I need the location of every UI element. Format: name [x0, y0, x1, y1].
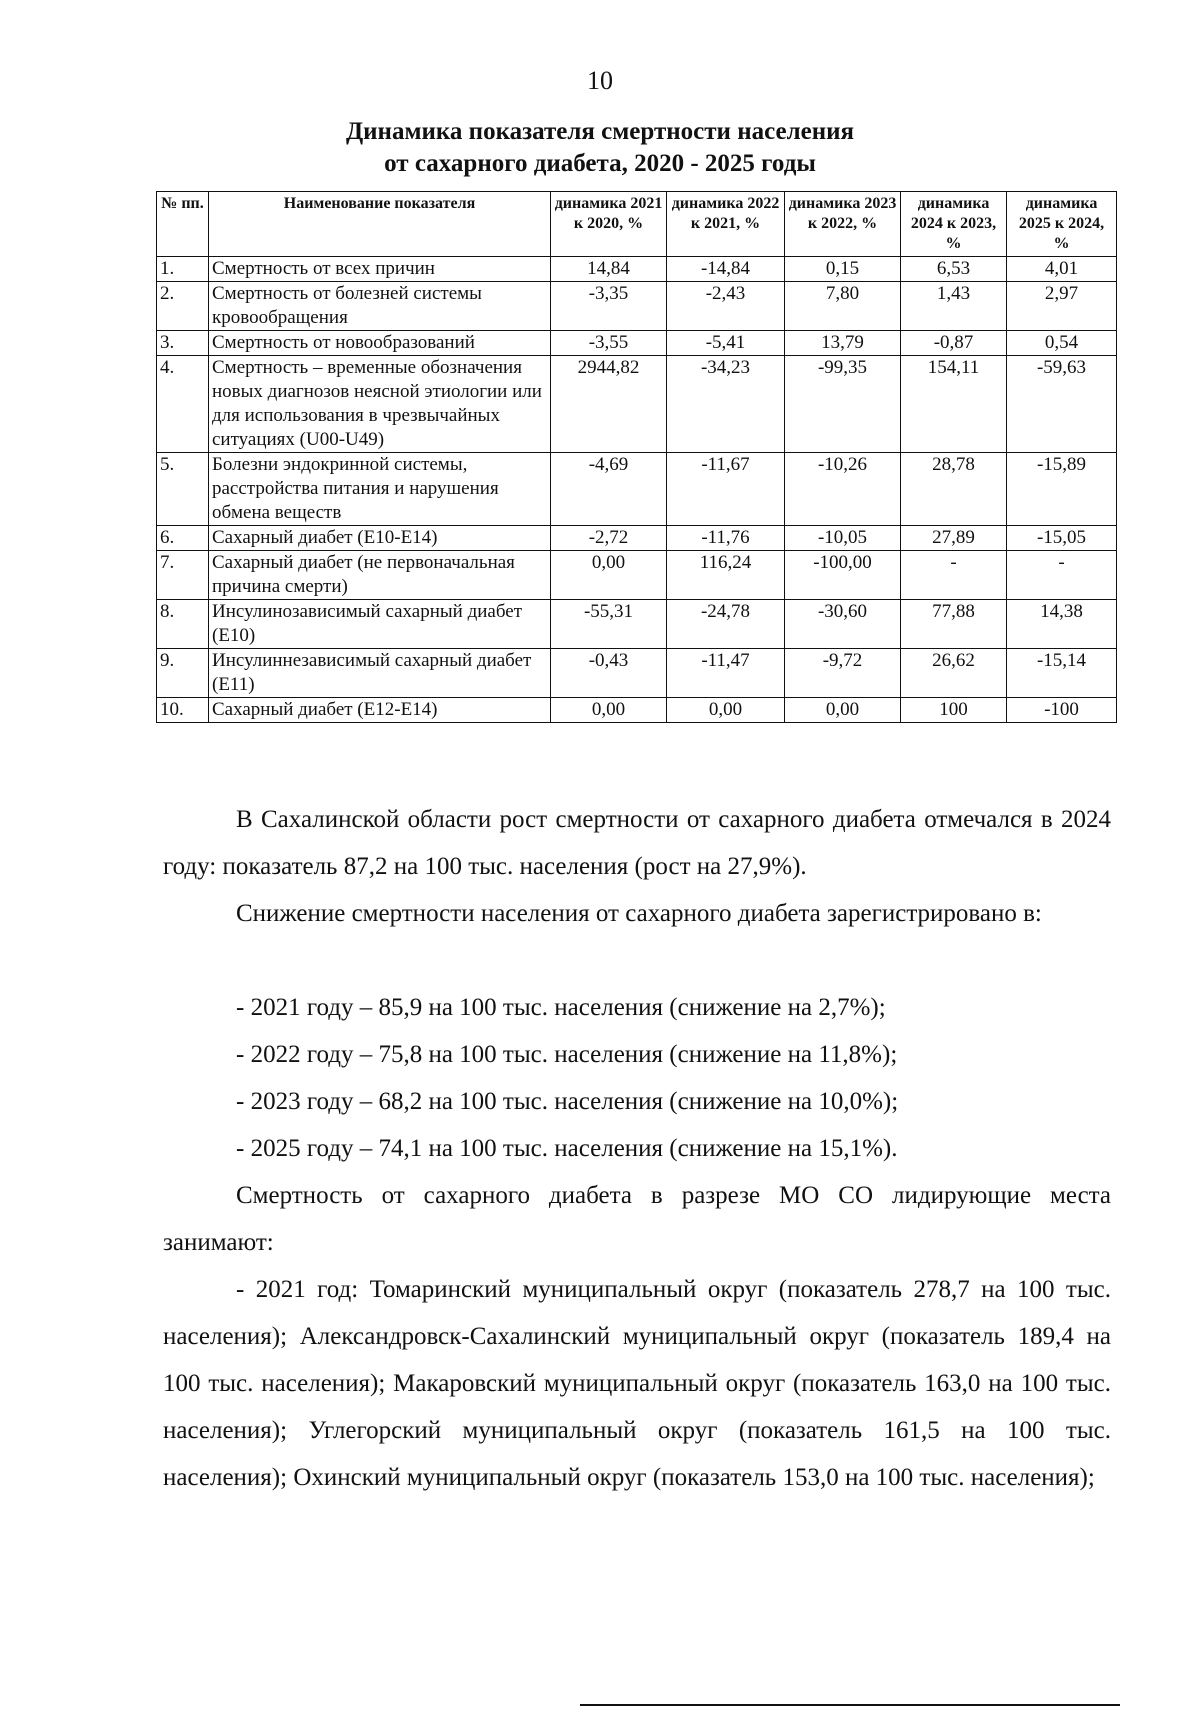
row-name: Сахарный диабет (E10-E14)	[209, 526, 551, 551]
table-header-row	[157, 192, 1117, 257]
row-c2: 0,00	[667, 698, 785, 723]
list-item: - 2022 году – 75,8 на 100 тыс. населения (снижение на 11,8%);	[236, 1041, 898, 1068]
table-row	[157, 600, 1117, 649]
list-item: - 2021 году – 85,9 на 100 тыс. населения (снижение на 2,7%);	[236, 994, 886, 1021]
row-c4: 6,53	[901, 257, 1007, 282]
table-row	[157, 331, 1117, 356]
row-c1: -3,35	[551, 282, 667, 331]
table-row	[157, 257, 1117, 282]
row-c2: -2,43	[667, 282, 785, 331]
row-num: 8.	[157, 600, 209, 649]
row-c5: 14,38	[1007, 600, 1117, 649]
header-c3: динамика 2023 к 2022, %	[785, 192, 901, 257]
row-c3: 13,79	[785, 331, 901, 356]
table-row	[157, 282, 1117, 331]
row-c3: -99,35	[785, 356, 901, 453]
row-c5: 4,01	[1007, 257, 1117, 282]
paragraph-2021-leaders: - 2021 год: Томаринский муниципальный округ (показатель 278,7 на 100 тыс. населения); Александровск-Сахалинский муниципальный округ (показатель 189,4 на 100 тыс. населения); Макаровский муниципальный округ (показатель 163,0 на 100 тыс. населения); Углегорский муниципальный округ (показатель 161,5 на 100 тыс. населения); Охинский муниципальный округ (показатель 153,0 на 100 тыс. населения);	[163, 1276, 1111, 1491]
row-c1: 0,00	[551, 551, 667, 600]
row-num: 3.	[157, 331, 209, 356]
row-c4: -0,87	[901, 331, 1007, 356]
row-c1: -3,55	[551, 331, 667, 356]
row-c5: -15,14	[1007, 649, 1117, 698]
row-c3: -100,00	[785, 551, 901, 600]
paragraph-leaders-intro: Смертность от сахарного диабета в разрезе МО СО лидирующие места занимают:	[163, 1182, 1111, 1256]
row-name: Смертность от новообразований	[209, 331, 551, 356]
paragraph-growth: В Сахалинской области рост смертности от сахарного диабета отмечался в 2024 году: показатель 87,2 на 100 тыс. населения (рост на 27,9%).	[163, 806, 1111, 880]
header-c5: динамика 2025 к 2024, %	[1007, 192, 1117, 257]
row-c3: -9,72	[785, 649, 901, 698]
row-name: Инсулиннезависимый сахарный диабет (E11)	[209, 649, 551, 698]
row-c5: -	[1007, 551, 1117, 600]
page-number: 10	[587, 66, 613, 95]
header-c1: динамика 2021 к 2020, %	[551, 192, 667, 257]
header-num: № пп.	[157, 192, 209, 257]
table-row	[157, 356, 1117, 453]
row-c1: 2944,82	[551, 356, 667, 453]
row-c2: 116,24	[667, 551, 785, 600]
row-name: Смертность от всех причин	[209, 257, 551, 282]
list-item: - 2023 году – 68,2 на 100 тыс. населения (снижение на 10,0%);	[236, 1088, 899, 1115]
title-line-2: от сахарного диабета, 2020 - 2025 годы	[384, 150, 816, 177]
row-name: Смертность – временные обозначения новых диагнозов неясной этиологии или для использования в чрезвычайных ситуациях (U00-U49)	[209, 356, 551, 453]
row-c2: -5,41	[667, 331, 785, 356]
row-num: 10.	[157, 698, 209, 723]
row-name: Смертность от болезней системы кровообращения	[209, 282, 551, 331]
row-num: 9.	[157, 649, 209, 698]
row-c3: -10,05	[785, 526, 901, 551]
row-c4: 27,89	[901, 526, 1007, 551]
row-c1: -0,43	[551, 649, 667, 698]
row-c1: -4,69	[551, 453, 667, 526]
row-num: 5.	[157, 453, 209, 526]
row-num: 7.	[157, 551, 209, 600]
row-c4: 77,88	[901, 600, 1007, 649]
table-row	[157, 649, 1117, 698]
row-c5: -59,63	[1007, 356, 1117, 453]
row-c3: -30,60	[785, 600, 901, 649]
row-num: 1.	[157, 257, 209, 282]
header-c4: динамика 2024 к 2023, %	[901, 192, 1007, 257]
row-c2: -11,76	[667, 526, 785, 551]
row-c3: 0,00	[785, 698, 901, 723]
document-title	[0, 116, 1200, 180]
row-c4: 100	[901, 698, 1007, 723]
row-c5: -100	[1007, 698, 1117, 723]
paragraph-decline-intro: Снижение смертности населения от сахарного диабета зарегистрировано в:	[236, 900, 1042, 927]
row-c5: 2,97	[1007, 282, 1117, 331]
row-c4: 28,78	[901, 453, 1007, 526]
title-line-1: Динамика показателя смертности населения	[345, 118, 855, 145]
row-c1: -55,31	[551, 600, 667, 649]
row-c1: 0,00	[551, 698, 667, 723]
row-c3: -10,26	[785, 453, 901, 526]
row-c4: -	[901, 551, 1007, 600]
list-item: - 2025 году – 74,1 на 100 тыс. населения (снижение на 15,1%).	[236, 1135, 898, 1162]
row-c2: -11,67	[667, 453, 785, 526]
row-c2: -11,47	[667, 649, 785, 698]
row-c4: 26,62	[901, 649, 1007, 698]
table-row	[157, 698, 1117, 723]
row-name: Сахарный диабет (не первоначальная причина смерти)	[209, 551, 551, 600]
table-row	[157, 453, 1117, 526]
row-c3: 7,80	[785, 282, 901, 331]
row-c5: -15,89	[1007, 453, 1117, 526]
row-num: 4.	[157, 356, 209, 453]
row-num: 2.	[157, 282, 209, 331]
row-c5: 0,54	[1007, 331, 1117, 356]
row-name: Инсулинозависимый сахарный диабет (E10)	[209, 600, 551, 649]
footer-divider	[580, 1704, 1120, 1706]
row-c1: 14,84	[551, 257, 667, 282]
row-c2: -34,23	[667, 356, 785, 453]
mortality-table	[156, 191, 1117, 723]
row-name: Болезни эндокринной системы, расстройства питания и нарушения обмена веществ	[209, 453, 551, 526]
row-c4: 1,43	[901, 282, 1007, 331]
row-c2: -14,84	[667, 257, 785, 282]
table-row	[157, 551, 1117, 600]
header-c2: динамика 2022 к 2021, %	[667, 192, 785, 257]
row-c5: -15,05	[1007, 526, 1117, 551]
table-row	[157, 526, 1117, 551]
header-name: Наименование показателя	[209, 192, 551, 257]
row-c4: 154,11	[901, 356, 1007, 453]
row-c3: 0,15	[785, 257, 901, 282]
row-c2: -24,78	[667, 600, 785, 649]
row-num: 6.	[157, 526, 209, 551]
row-c1: -2,72	[551, 526, 667, 551]
row-name: Сахарный диабет (E12-E14)	[209, 698, 551, 723]
